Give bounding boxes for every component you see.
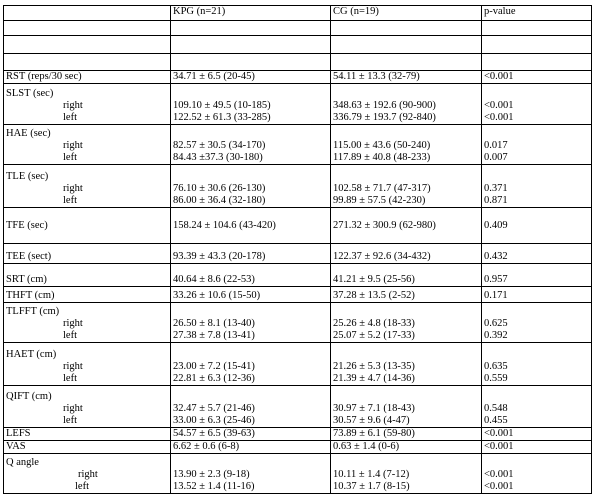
cell-text: THFT (cm) xyxy=(6,290,55,301)
row-label-cell xyxy=(4,54,171,71)
cell-text: 30.97 ± 7.1 (18-43) xyxy=(333,403,415,414)
cell-text: 86.00 ± 36.4 (32-180) xyxy=(173,195,266,206)
cell-text: 23.00 ± 7.2 (15-41) xyxy=(173,361,255,372)
cell-text: 336.79 ± 193.7 (92-840) xyxy=(333,112,436,123)
cg-value-cell xyxy=(331,343,482,386)
cell-text: 0.392 xyxy=(484,330,508,341)
cell-text: 76.10 ± 30.6 (26-130) xyxy=(173,183,266,194)
cell-text: 0.625 xyxy=(484,318,508,329)
cell-text: TEE (sect) xyxy=(6,251,52,262)
cg-value-cell xyxy=(331,208,482,244)
cell-text: SLST (sec) xyxy=(6,88,54,99)
kpg-value-cell xyxy=(171,125,331,165)
table-row xyxy=(4,208,592,244)
row-label-cell xyxy=(4,71,171,84)
cell-text: 0.957 xyxy=(484,274,508,285)
table-row xyxy=(4,428,592,441)
cell-text: left xyxy=(63,330,77,341)
cell-text: 54.11 ± 13.3 (32-79) xyxy=(333,71,420,82)
cg-value-cell xyxy=(331,21,482,36)
cell-text: SRT (cm) xyxy=(6,274,47,285)
cell-text: right xyxy=(63,140,83,151)
p-value-cell xyxy=(482,264,592,287)
cg-value-cell xyxy=(331,441,482,454)
cell-text: 40.64 ± 8.6 (22-53) xyxy=(173,274,255,285)
table-row xyxy=(4,165,592,208)
row-label-cell xyxy=(4,454,171,494)
cg-value-cell xyxy=(331,84,482,125)
cell-text: 32.47 ± 5.7 (21-46) xyxy=(173,403,255,414)
p-value-cell xyxy=(482,343,592,386)
cg-value-cell xyxy=(331,54,482,71)
kpg-value-cell xyxy=(171,441,331,454)
cell-text: <0.001 xyxy=(484,481,514,492)
kpg-value-cell xyxy=(171,71,331,84)
table-row xyxy=(4,454,592,494)
cell-text: <0.001 xyxy=(484,71,514,82)
cell-text: QIFT (cm) xyxy=(6,391,52,402)
p-value-cell xyxy=(482,428,592,441)
cell-text: <0.001 xyxy=(484,112,514,123)
header-cell-cg: CG (n=19) xyxy=(331,6,482,21)
cell-text: 22.81 ± 6.3 (12-36) xyxy=(173,373,255,384)
cell-text: <0.001 xyxy=(484,100,514,111)
cell-text: TFE (sec) xyxy=(6,219,48,231)
cell-text: 0.171 xyxy=(484,290,508,301)
cg-value-cell xyxy=(331,125,482,165)
cell-text: 0.635 xyxy=(484,361,508,372)
cell-text: RST (reps/30 sec) xyxy=(6,71,82,82)
cell-text: VAS xyxy=(6,441,26,452)
p-value-cell xyxy=(482,71,592,84)
row-label-cell xyxy=(4,244,171,264)
kpg-value-cell xyxy=(171,208,331,244)
cell-text: 0.548 xyxy=(484,403,508,414)
kpg-value-cell xyxy=(171,454,331,494)
cell-text: Q angle xyxy=(6,457,39,468)
row-label-cell xyxy=(4,84,171,125)
kpg-value-cell xyxy=(171,21,331,36)
cell-text: 25.26 ± 4.8 (18-33) xyxy=(333,318,415,329)
cell-text: 26.50 ± 8.1 (13-40) xyxy=(173,318,255,329)
cg-value-cell xyxy=(331,287,482,303)
cell-text: 25.07 ± 5.2 (17-33) xyxy=(333,330,415,341)
cell-text: 0.63 ± 1.4 (0-6) xyxy=(333,441,400,452)
row-label-cell xyxy=(4,21,171,36)
cell-text: 13.90 ± 2.3 (9-18) xyxy=(173,469,250,480)
table-row xyxy=(4,71,592,84)
table-row xyxy=(4,244,592,264)
cg-value-cell xyxy=(331,71,482,84)
header-cell-kpg: KPG (n=21) xyxy=(171,6,331,21)
cell-text: 34.71 ± 6.5 (20-45) xyxy=(173,71,255,82)
row-label-cell xyxy=(4,36,171,54)
cell-text: 348.63 ± 192.6 (90-900) xyxy=(333,100,436,111)
cell-text: right xyxy=(63,403,83,414)
cell-text: 33.00 ± 6.3 (25-46) xyxy=(173,415,255,426)
row-label-cell xyxy=(4,287,171,303)
p-value-cell xyxy=(482,208,592,244)
cg-value-cell xyxy=(331,165,482,208)
cell-text: 0.432 xyxy=(484,251,508,262)
table-row xyxy=(4,386,592,428)
cell-text: 13.52 ± 1.4 (11-16) xyxy=(173,481,255,492)
cg-value-cell xyxy=(331,386,482,428)
cell-text: 0.455 xyxy=(484,415,508,426)
cell-text: 122.52 ± 61.3 (33-285) xyxy=(173,112,271,123)
p-value-cell xyxy=(482,287,592,303)
statistics-table xyxy=(3,5,592,494)
p-value-cell xyxy=(482,165,592,208)
cell-text: 54.57 ± 6.5 (39-63) xyxy=(173,428,255,439)
cell-text: <0.001 xyxy=(484,469,514,480)
cell-text: 99.89 ± 57.5 (42-230) xyxy=(333,195,426,206)
cell-text: 109.10 ± 49.5 (10-185) xyxy=(173,100,271,111)
cell-text: TLFFT (cm) xyxy=(6,306,60,317)
p-value-cell xyxy=(482,441,592,454)
table-row xyxy=(4,21,592,36)
row-label-cell xyxy=(4,208,171,244)
kpg-value-cell xyxy=(171,165,331,208)
p-value-cell xyxy=(482,454,592,494)
cell-text: left xyxy=(63,152,77,163)
cell-text: 271.32 ± 300.9 (62-980) xyxy=(333,219,436,231)
cell-text: 0.017 xyxy=(484,140,508,151)
kpg-value-cell xyxy=(171,244,331,264)
kpg-value-cell xyxy=(171,343,331,386)
cell-text: 30.57 ± 9.6 (4-47) xyxy=(333,415,410,426)
row-label-cell xyxy=(4,303,171,343)
row-label-cell xyxy=(4,125,171,165)
cg-value-cell xyxy=(331,244,482,264)
cell-text: right xyxy=(63,361,83,372)
row-label-cell xyxy=(4,264,171,287)
table-header-row xyxy=(4,6,592,21)
p-value-cell xyxy=(482,303,592,343)
kpg-value-cell xyxy=(171,36,331,54)
cell-text: 82.57 ± 30.5 (34-170) xyxy=(173,140,266,151)
cell-text: 33.26 ± 10.6 (15-50) xyxy=(173,290,261,301)
cell-text: left xyxy=(63,415,77,426)
cg-value-cell xyxy=(331,428,482,441)
table-row xyxy=(4,36,592,54)
cg-value-cell xyxy=(331,303,482,343)
cell-text: 102.58 ± 71.7 (47-317) xyxy=(333,183,431,194)
cell-text: HAE (sec) xyxy=(6,128,51,139)
cell-text: right xyxy=(78,469,98,480)
cell-text: 0.007 xyxy=(484,152,508,163)
cell-text: 73.89 ± 6.1 (59-80) xyxy=(333,428,415,439)
table-row xyxy=(4,441,592,454)
row-label-cell xyxy=(4,343,171,386)
cell-text: 0.409 xyxy=(484,219,508,231)
cell-text: 21.26 ± 5.3 (13-35) xyxy=(333,361,415,372)
cell-text: 10.11 ± 1.4 (7-12) xyxy=(333,469,410,480)
table-row xyxy=(4,54,592,71)
row-label-cell xyxy=(4,441,171,454)
header-cell-blank xyxy=(4,6,171,21)
cell-text: left xyxy=(75,481,89,492)
cell-text: right xyxy=(63,100,83,111)
cell-text: 6.62 ± 0.6 (6-8) xyxy=(173,441,240,452)
p-value-cell xyxy=(482,244,592,264)
cell-text: 41.21 ± 9.5 (25-56) xyxy=(333,274,415,285)
cell-text: right xyxy=(63,318,83,329)
cell-text: left xyxy=(63,373,77,384)
cell-text: 0.559 xyxy=(484,373,508,384)
kpg-value-cell xyxy=(171,303,331,343)
cell-text: LEFS xyxy=(6,428,31,439)
cell-text: 37.28 ± 13.5 (2-52) xyxy=(333,290,415,301)
cell-text: 115.00 ± 43.6 (50-240) xyxy=(333,140,431,151)
cell-text: 27.38 ± 7.8 (13-41) xyxy=(173,330,255,341)
table-row xyxy=(4,264,592,287)
p-value-cell xyxy=(482,386,592,428)
cell-text: TLE (sec) xyxy=(6,171,49,182)
cell-text: left xyxy=(63,112,77,123)
cell-text: <0.001 xyxy=(484,441,514,452)
table-row xyxy=(4,303,592,343)
cell-text: 122.37 ± 92.6 (34-432) xyxy=(333,251,431,262)
row-label-cell xyxy=(4,428,171,441)
header-cell-p-value: p-value xyxy=(482,6,592,21)
cell-text: 0.871 xyxy=(484,195,508,206)
cell-text: HAET (cm) xyxy=(6,349,57,360)
p-value-cell xyxy=(482,125,592,165)
cell-text: 0.371 xyxy=(484,183,508,194)
row-label-cell xyxy=(4,386,171,428)
p-value-cell xyxy=(482,84,592,125)
cell-text: 84.43 ±37.3 (30-180) xyxy=(173,152,263,163)
kpg-value-cell xyxy=(171,428,331,441)
cg-value-cell xyxy=(331,264,482,287)
table-row xyxy=(4,125,592,165)
cell-text: 158.24 ± 104.6 (43-420) xyxy=(173,219,276,231)
cell-text: 10.37 ± 1.7 (8-15) xyxy=(333,481,410,492)
kpg-value-cell xyxy=(171,264,331,287)
cell-text: 93.39 ± 43.3 (20-178) xyxy=(173,251,266,262)
cell-text: left xyxy=(63,195,77,206)
p-value-cell xyxy=(482,54,592,71)
kpg-value-cell xyxy=(171,54,331,71)
kpg-value-cell xyxy=(171,287,331,303)
cg-value-cell xyxy=(331,454,482,494)
table-row xyxy=(4,84,592,125)
table-row xyxy=(4,287,592,303)
p-value-cell xyxy=(482,21,592,36)
cell-text: 117.89 ± 40.8 (48-233) xyxy=(333,152,431,163)
cell-text: right xyxy=(63,183,83,194)
kpg-value-cell xyxy=(171,386,331,428)
cell-text: <0.001 xyxy=(484,428,514,439)
p-value-cell xyxy=(482,36,592,54)
table-body xyxy=(4,6,592,494)
cg-value-cell xyxy=(331,36,482,54)
cell-text: 21.39 ± 4.7 (14-36) xyxy=(333,373,415,384)
kpg-value-cell xyxy=(171,84,331,125)
table-row xyxy=(4,343,592,386)
row-label-cell xyxy=(4,165,171,208)
